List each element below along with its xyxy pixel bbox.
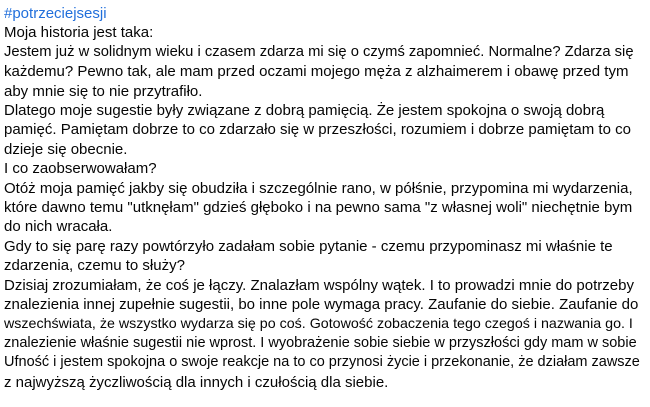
post-text-line: pamięć. Pamiętam dobrze to co zdarzało się w przeszłości, rozumiem i dobrze pamiętam to co (4, 121, 631, 139)
post-text-line: zdarzenia, czemu to służy? (4, 257, 185, 275)
post-text-line: do nich wracała. (4, 218, 113, 236)
post-text-line: Dzisiaj zrozumiałam, że coś je łączy. Znalazłam wspólny wątek. I to prowadzi mnie do potrzeby (4, 276, 634, 294)
hashtag-link[interactable]: #potrzeciejsesji (4, 5, 107, 22)
post-text-line: I co zaobserwowałam? (4, 160, 157, 178)
post-text-line: Gdy to się parę razy powtórzyło zadałam sobie pytanie - czemu przypominasz mi właśnie te (4, 237, 613, 255)
post-text-line: aby mnie się to nie przytrafiło. (4, 82, 203, 100)
post-text-line: Dlatego moje sugestie były związane z dobrą pamięcią. Że jestem spokojna o swoją dobrą (4, 102, 605, 120)
post-text-line: Ufność i jestem spokojna o swoje reakcje na to co przynosi życie i przekonanie, że działam zawsze (4, 354, 640, 371)
post-text-line: znalezienia innej zupełnie sugestii, bo inne pole wymaga pracy. Zaufanie do siebie. Zaufanie do (4, 296, 639, 314)
post-text-line: z najwyższą życzliwością dla innych i czułością dla siebie. (4, 373, 389, 391)
post-text-line: Jestem już w solidnym wieku i czasem zdarza mi się o czymś zapomnieć. Normalne? Zdarza się (4, 43, 634, 60)
post-text-line: Moja historia jest taka: (4, 24, 154, 42)
post-text-line: wszechświata, że wszystko wydarza się po coś. Gotowość zobaczenia tego czegoś i nazwania go. I (4, 315, 633, 332)
post-text-line: które dawno temu "utknęłam" gdzieś głęboko i na pewno sama "z własnej woli" niechętnie bym (4, 199, 633, 217)
post-text-line: znalezienie właśnie sugestii nie wprost. I wyobrażenie sobie siebie w przyszłości gdy mam w sobie (4, 334, 637, 351)
post-text-line: dzieje się obecnie. (4, 140, 128, 158)
post-text-line: Otóż moja pamięć jakby się obudziła i szczególnie rano, w półśnie, przypomina mi wydarzenia, (4, 179, 633, 197)
post-text-line: każdemu? Pewno tak, ale mam przed oczami mojego męża z alzhaimerem i obawę przed tym (4, 63, 629, 81)
